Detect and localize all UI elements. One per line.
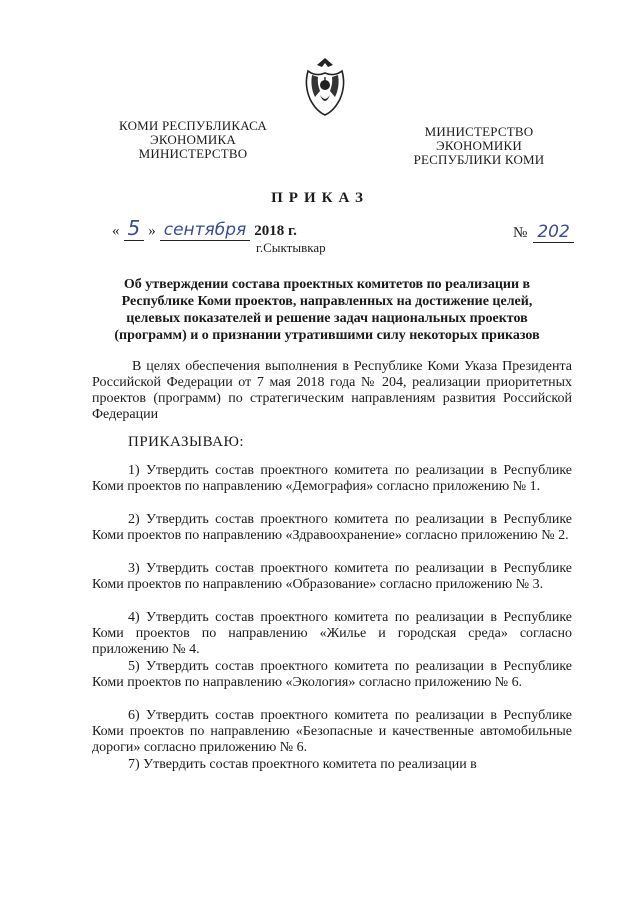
order-item: 5) Утвердить состав проектного комитета по реализации в Республике Коми проектов по направлению «Экология» согласно приложению № 6. <box>92 659 572 690</box>
quote-open: « <box>112 223 120 239</box>
intro-paragraph: В целях обеспечения выполнения в Республике Коми Указа Президента Российской Федерации от 7 мая 2018 года № 204, реализации приоритетных проектов (программ) по стратегическим направлениям развития Российской Федерации <box>92 359 572 422</box>
order-item: 4) Утвердить состав проектного комитета по реализации в Республике Коми проектов по направлению «Жилье и городская среда» согласно приложению № 4. <box>92 610 572 657</box>
number-label: № <box>513 225 528 241</box>
document-heading: Об утверждении состава проектных комитетов по реализации в Республике Коми проектов, направленных на достижение целей, целевых показателей и решение задач национальных проектов (программ) и о признании утратившими силу некоторых приказов <box>114 277 540 343</box>
header-left-line: МИНИСТЕРСТВО <box>138 146 248 161</box>
header-right-line: МИНИСТЕРСТВО <box>424 124 534 139</box>
document-number <box>513 222 574 243</box>
date-month-handwritten: сентября <box>160 220 251 241</box>
date-day-handwritten: 5 <box>124 216 145 241</box>
header-left-line: КОМИ РЕСПУБЛИКАСА <box>119 118 267 133</box>
date-year: 2018 г. <box>254 223 297 239</box>
header-left-line: ЭКОНОМИКА <box>150 132 236 147</box>
header-left-komi <box>118 119 268 161</box>
order-item: 6) Утвердить состав проектного комитета по реализации в Республике Коми проектов по направлению «Безопасные и качественные автомобильные дороги» согласно приложению № 6. <box>92 708 572 755</box>
number-handwritten: 202 <box>533 222 573 243</box>
document-title: ПРИКАЗ <box>271 190 369 206</box>
document-city: г.Сыктывкар <box>256 240 326 255</box>
header-right-line: РЕСПУБЛИКИ КОМИ <box>413 152 545 167</box>
order-item: 1) Утвердить состав проектного комитета по реализации в Республике Коми проектов по направлению «Демография» согласно приложению № 1. <box>92 463 572 494</box>
komi-coat-of-arms-icon <box>300 55 350 117</box>
order-items-list <box>92 463 572 776</box>
document-date <box>112 216 297 241</box>
order-item: 2) Утвердить состав проектного комитета по реализации в Республике Коми проектов по направлению «Здравоохранение» согласно приложению № 2. <box>92 512 572 543</box>
quote-close: » <box>148 223 156 239</box>
header-right-line: ЭКОНОМИКИ <box>436 138 522 153</box>
order-item: 3) Утвердить состав проектного комитета по реализации в Республике Коми проектов по направлению «Образование» согласно приложению № 3. <box>92 561 572 592</box>
order-item: 7) Утвердить состав проектного комитета по реализации в <box>128 757 477 772</box>
order-word: ПРИКАЗЫВАЮ: <box>128 434 245 450</box>
header-right-russian <box>404 125 554 167</box>
